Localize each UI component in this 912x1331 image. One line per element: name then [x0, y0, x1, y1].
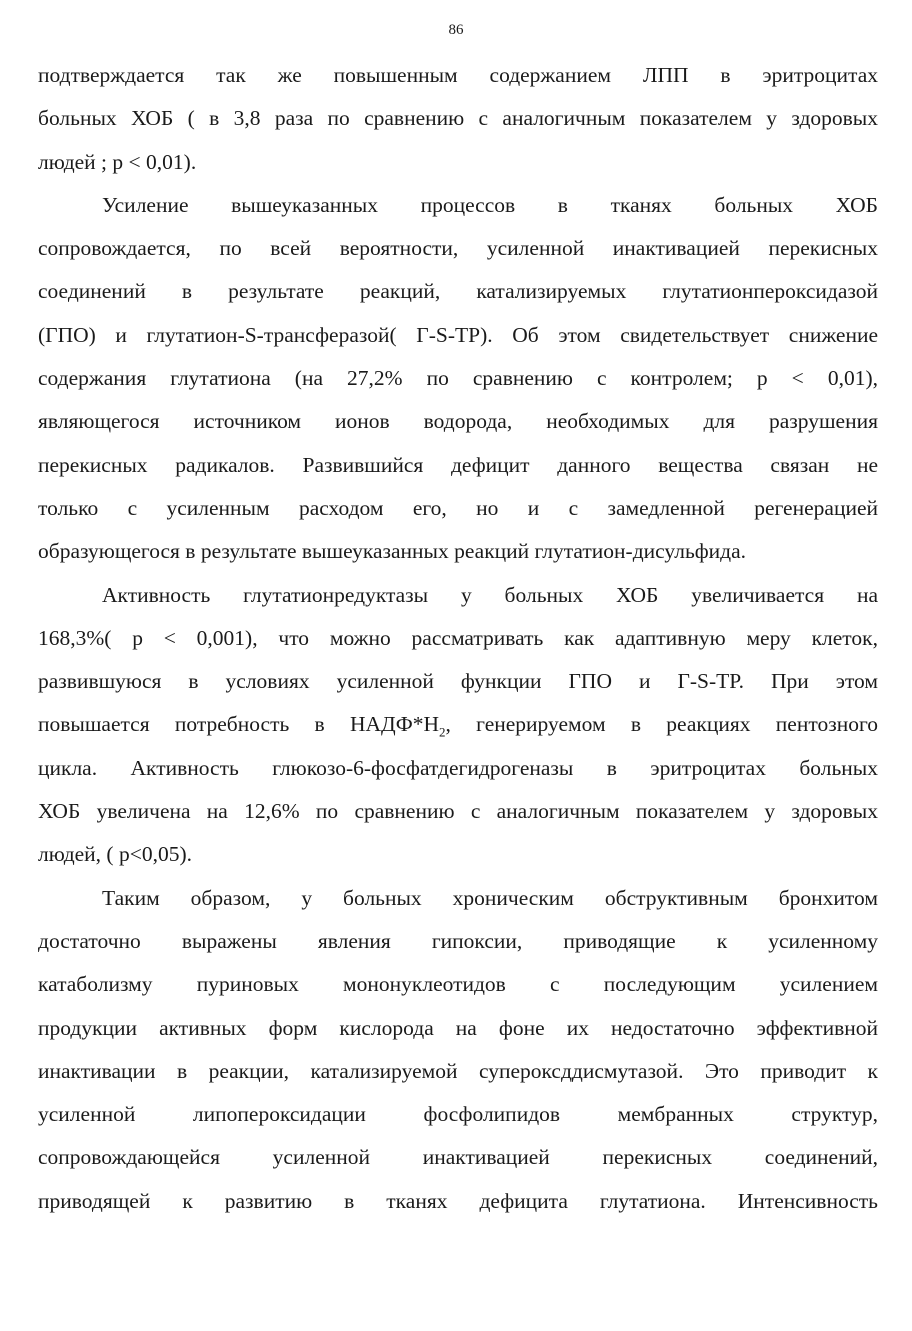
text-line-content: ХОБ увеличена на 12,6% по сравнению с аналогичным показателем у здоровых	[38, 799, 878, 824]
text-line	[38, 493, 878, 536]
text-line-content: соединений в результате реакций, катализируемых глутатионпероксидазой	[38, 279, 878, 304]
text-line-content: людей ; р < 0,01).	[38, 149, 197, 174]
text-line-content: катаболизму пуриновых мононуклеотидов с последующим усилением	[38, 972, 878, 997]
text-line	[38, 883, 878, 926]
text-line-content: образующегося в результате вышеуказанных реакций глутатион-дисульфида.	[38, 539, 747, 564]
text-line-content: усиленной липопероксидации фосфолипидов мембранных структур,	[38, 1102, 878, 1127]
text-line-content: приводящей к развитию в тканях дефицита глутатиона. Интенсивность	[38, 1188, 878, 1213]
text-line-content: Усиление вышеуказанных процессов в тканях больных ХОБ	[102, 192, 878, 217]
text-line-content: только с усиленным расходом его, но и с замедленной регенерацией	[38, 495, 878, 520]
text-line-content: продукции активных форм кислорода на фоне их недостаточно эффективной	[38, 1015, 878, 1040]
subscript: 2	[439, 724, 446, 740]
text-line	[38, 147, 878, 190]
text-line	[38, 276, 878, 319]
document-body	[38, 60, 878, 1229]
text-line	[38, 103, 878, 146]
text-line-content: сопровождается, по всей вероятности, усиленной инактивацией перекисных	[38, 236, 878, 261]
text-line-content: людей, ( р<0,05).	[38, 842, 193, 867]
text-line-content: достаточно выражены явления гипоксии, приводящие к усиленному	[38, 928, 878, 953]
text-line	[38, 233, 878, 276]
text-line	[38, 60, 878, 103]
text-line-content: Таким образом, у больных хроническим обструктивным бронхитом	[102, 885, 878, 910]
text-line	[38, 1186, 878, 1229]
text-line-content: содержания глутатиона (на 27,2% по сравнению с контролем; р < 0,01),	[38, 366, 878, 391]
page-number: 86	[448, 22, 464, 38]
text-line	[38, 320, 878, 363]
text-line	[38, 796, 878, 839]
text-line-content: 168,3%( р < 0,001), что можно рассматривать как адаптивную меру клеток,	[38, 625, 878, 650]
text-line-content: инактивации в реакции, катализируемой супероксддисмутазой. Это приводит к	[38, 1058, 878, 1083]
text-line	[38, 406, 878, 449]
text-line	[38, 363, 878, 406]
text-line	[38, 190, 878, 233]
text-line	[38, 1056, 878, 1099]
text-line	[38, 1013, 878, 1056]
text-line	[38, 580, 878, 623]
text-line	[38, 450, 878, 493]
text-line	[38, 623, 878, 666]
text-line-content: Активность глутатионредуктазы у больных ХОБ увеличивается на	[102, 582, 878, 607]
text-line-content: перекисных радикалов. Развившийся дефицит данного вещества связан не	[38, 452, 878, 477]
text-line-content: являющегося источником ионов водорода, необходимых для разрушения	[38, 409, 878, 434]
text-line	[38, 1099, 878, 1142]
text-line	[38, 753, 878, 796]
text-line	[38, 926, 878, 969]
text-line	[38, 1142, 878, 1185]
text-line-content: повышается потребность в НАДФ*Н	[38, 712, 439, 737]
text-line-content: развившуюся в условиях усиленной функции ГПО и Г-S-ТР. При этом	[38, 669, 878, 694]
text-line-content: подтверждается так же повышенным содержанием ЛПП в эритроцитах	[38, 63, 878, 87]
text-line	[38, 969, 878, 1012]
text-line-content: больных ХОБ ( в 3,8 раза по сравнению с аналогичным показателем у здоровых	[38, 106, 878, 131]
text-line	[38, 839, 878, 882]
text-line	[38, 709, 878, 752]
text-line	[38, 536, 878, 579]
text-line-content: (ГПО) и глутатион-S-трансферазой( Г-S-ТР). Об этом свидетельствует снижение	[38, 322, 878, 347]
text-line-continuation: , генерируемом в реакциях пентозного	[445, 712, 878, 737]
text-line-content: цикла. Активность глюкозо-6-фосфатдегидрогеназы в эритроцитах больных	[38, 755, 878, 780]
text-line-content: сопровождающейся усиленной инактивацией перекисных соединений,	[38, 1145, 878, 1170]
text-line	[38, 666, 878, 709]
